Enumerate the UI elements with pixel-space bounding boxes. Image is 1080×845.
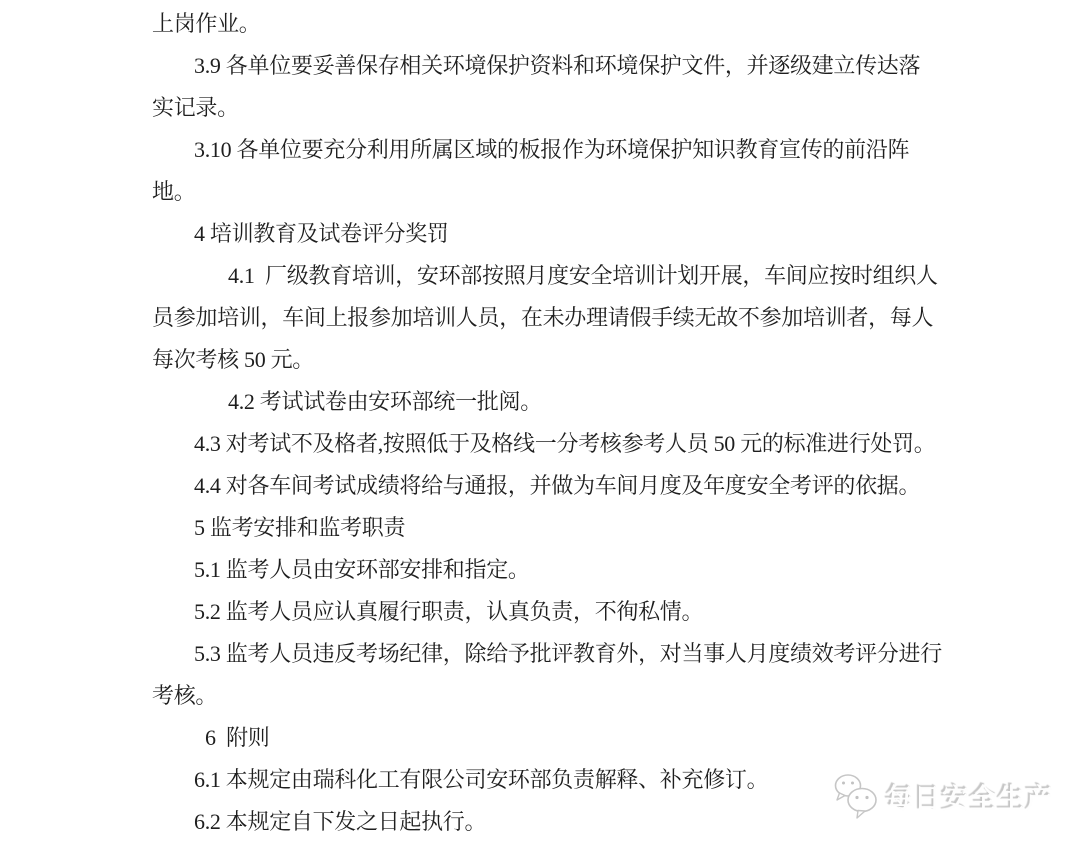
document-body xyxy=(152,3,1080,843)
text-line: 4.1 厂级教育培训，安环部按照月度安全培训计划开展，车间应按时组织人 xyxy=(228,263,938,288)
text-line: 实记录。 xyxy=(152,95,239,120)
text-line: 3.9 各单位要妥善保存相关环境保护资料和环境保护文件，并逐级建立传达落 xyxy=(194,53,921,78)
text-line: 考核。 xyxy=(152,683,218,708)
text-line: 6.1 本规定由瑞科化工有限公司安环部负责解释、补充修订。 xyxy=(194,767,769,792)
wechat-icon xyxy=(832,772,879,820)
text-line: 5.1 监考人员由安环部安排和指定。 xyxy=(194,557,530,582)
text-line: 5.2 监考人员应认真履行职责，认真负责，不徇私情。 xyxy=(194,599,704,624)
text-line: 4.2 考试试卷由安环部统一批阅。 xyxy=(228,389,542,414)
text-line: 上岗作业。 xyxy=(152,11,261,36)
text-line: 每次考核 50 元。 xyxy=(152,347,315,372)
watermark-text: 每日安全生产 xyxy=(886,783,1054,814)
text-line: 6.2 本规定自下发之日起执行。 xyxy=(194,809,487,834)
text-line: 5.3 监考人员违反考场纪律，除给予批评教育外，对当事人月度绩效考评分进行 xyxy=(194,641,942,666)
text-line: 3.10 各单位要充分利用所属区域的板报作为环境保护知识教育宣传的前沿阵 xyxy=(194,137,910,162)
text-line: 4.4 对各车间考试成绩将给与通报，并做为车间月度及年度安全考评的依据。 xyxy=(194,473,921,498)
text-line: 员参加培训，车间上报参加培训人员，在未办理请假手续无故不参加培训者，每人 xyxy=(152,305,934,330)
text-line: 4 培训教育及试卷评分奖罚 xyxy=(194,221,449,246)
text-line: 5 监考安排和监考职责 xyxy=(194,515,406,540)
watermark xyxy=(832,772,1054,820)
text-line: 4.3 对考试不及格者,按照低于及格线一分考核参考人员 50 元的标准进行处罚。 xyxy=(194,431,936,456)
text-line: 6 附则 xyxy=(205,725,270,750)
text-line: 地。 xyxy=(152,179,196,204)
